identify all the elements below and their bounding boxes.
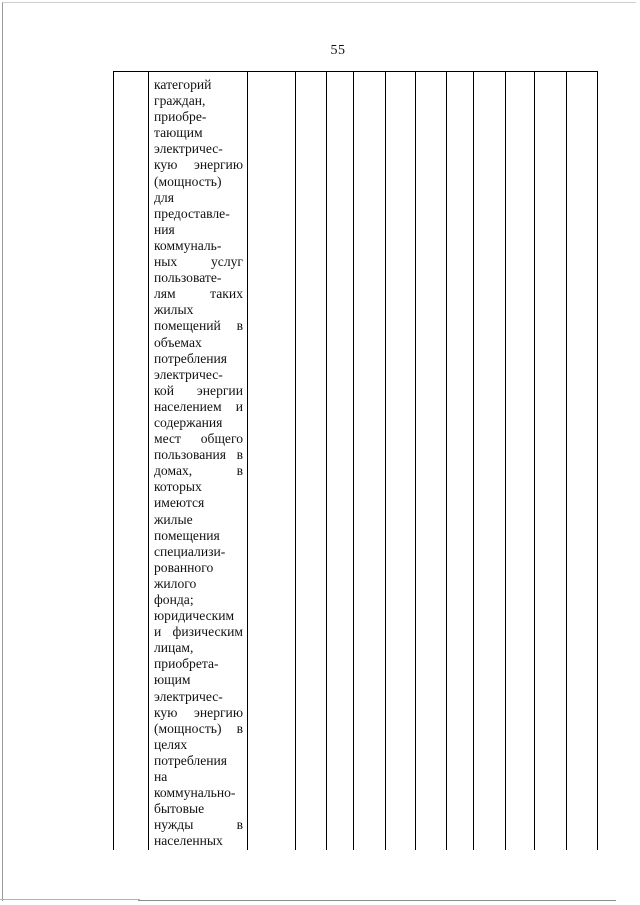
text-word: (мощность) xyxy=(154,720,222,736)
data-table xyxy=(113,71,598,850)
text-word: категорий xyxy=(154,77,212,92)
description-text xyxy=(149,72,247,850)
text-word: лям xyxy=(154,286,176,302)
empty-cell xyxy=(535,72,567,850)
text-word: коммуналь- xyxy=(154,237,222,253)
text-line xyxy=(154,109,243,125)
text-word: ния xyxy=(154,221,175,237)
text-line xyxy=(154,174,243,190)
empty-cell xyxy=(416,72,447,850)
text-word: тающим xyxy=(154,125,203,141)
text-word: в xyxy=(236,817,243,833)
text-line xyxy=(154,190,243,206)
text-word: ющим xyxy=(154,672,191,688)
text-line xyxy=(154,785,243,801)
text-line xyxy=(154,495,243,511)
text-line xyxy=(154,608,243,624)
text-line xyxy=(154,383,243,399)
text-word: жилые xyxy=(154,511,193,527)
text-word: в xyxy=(236,463,243,479)
text-line xyxy=(154,351,243,367)
text-line xyxy=(154,721,243,737)
text-word: общего xyxy=(200,431,243,447)
empty-cell xyxy=(506,72,535,850)
text-line xyxy=(154,640,243,656)
empty-cell xyxy=(474,72,506,850)
text-word: кой xyxy=(154,382,174,398)
text-line xyxy=(154,689,243,705)
text-line xyxy=(154,753,243,769)
text-word: жилого xyxy=(154,575,197,591)
text-word: услуг xyxy=(211,254,243,270)
text-word: в xyxy=(236,447,243,463)
text-line xyxy=(154,302,243,318)
empty-cell xyxy=(447,72,474,850)
text-word: коммунально- xyxy=(154,785,236,801)
empty-cell xyxy=(296,72,327,850)
text-word: специализи- xyxy=(154,543,226,559)
text-word: таких xyxy=(210,286,243,302)
empty-cell xyxy=(567,72,598,850)
text-line xyxy=(154,270,243,286)
text-line xyxy=(154,93,243,109)
text-line xyxy=(154,479,243,495)
text-line xyxy=(154,399,243,415)
text-line xyxy=(154,769,243,785)
text-line xyxy=(154,463,243,479)
text-word: бытовые xyxy=(154,801,205,817)
text-line xyxy=(154,592,243,608)
text-word: и xyxy=(154,624,162,640)
text-line xyxy=(154,801,243,817)
page-number: 55 xyxy=(330,43,346,58)
text-word: энергию xyxy=(194,157,243,173)
text-line xyxy=(154,817,243,833)
text-word: населенных xyxy=(154,833,223,849)
text-word: на xyxy=(154,769,168,785)
text-word: приобре- xyxy=(154,109,207,125)
text-line xyxy=(154,431,243,447)
text-line xyxy=(154,705,243,721)
text-word: пользовате- xyxy=(154,270,222,286)
text-word: энергию xyxy=(194,704,243,720)
text-word: юридическим xyxy=(154,608,235,624)
scan-edge-line xyxy=(0,899,140,900)
text-line xyxy=(154,833,243,849)
text-word: имеются xyxy=(154,495,205,511)
text-line xyxy=(154,624,243,640)
text-word: ных xyxy=(154,254,178,270)
description-cell xyxy=(149,72,248,850)
text-line xyxy=(154,318,243,334)
text-line xyxy=(154,157,243,173)
text-line xyxy=(154,77,243,93)
text-line xyxy=(154,286,243,302)
text-word: (мощность) xyxy=(154,173,222,189)
text-line xyxy=(154,447,243,463)
text-word: приобрета- xyxy=(154,656,219,672)
text-word: граждан, xyxy=(154,93,206,109)
text-word: электричес- xyxy=(154,366,223,382)
text-word: домах, xyxy=(154,463,193,479)
text-word: кую xyxy=(154,704,178,720)
text-word: в xyxy=(236,318,243,334)
text-word: пользования xyxy=(154,447,227,463)
text-line xyxy=(154,576,243,592)
text-word: объемах xyxy=(154,334,202,350)
text-line xyxy=(154,737,243,753)
text-line xyxy=(154,672,243,688)
text-word: электричес- xyxy=(154,688,223,704)
text-word: и xyxy=(235,398,243,414)
text-line xyxy=(154,125,243,141)
text-word: помещений xyxy=(154,318,221,334)
text-line xyxy=(154,222,243,238)
text-line xyxy=(154,512,243,528)
text-line xyxy=(154,367,243,383)
text-word: энергии xyxy=(196,382,243,398)
text-word: в xyxy=(236,720,243,736)
text-line xyxy=(154,560,243,576)
text-word: населением xyxy=(154,398,222,414)
empty-cell xyxy=(354,72,386,850)
text-line xyxy=(154,206,243,222)
text-line xyxy=(154,238,243,254)
text-word: содержания xyxy=(154,414,223,430)
text-word: для xyxy=(154,189,174,205)
text-line xyxy=(154,335,243,351)
text-word: мест xyxy=(154,431,181,447)
text-word: потребления xyxy=(154,350,228,366)
number-cell xyxy=(114,72,149,850)
text-word: рованного xyxy=(154,559,214,575)
text-word: предоставле- xyxy=(154,205,230,221)
text-word: нужды xyxy=(154,817,194,833)
text-line xyxy=(154,544,243,560)
text-word: жилых xyxy=(154,302,194,318)
text-word: целях xyxy=(154,736,188,752)
text-word: физическим xyxy=(172,624,243,640)
table-row xyxy=(114,72,598,850)
text-word: лицам, xyxy=(154,640,194,656)
text-line xyxy=(154,415,243,431)
text-line xyxy=(154,656,243,672)
text-line xyxy=(154,141,243,157)
empty-cell xyxy=(327,72,354,850)
text-word: которых xyxy=(154,479,202,495)
text-word: фонда; xyxy=(154,592,194,607)
text-word: кую xyxy=(154,157,178,173)
text-line xyxy=(154,528,243,544)
scan-edge-line xyxy=(138,900,616,901)
empty-cell xyxy=(386,72,416,850)
text-line xyxy=(154,254,243,270)
text-word: электричес- xyxy=(154,141,223,157)
text-word: потребления xyxy=(154,752,228,768)
text-word: помещения xyxy=(154,527,220,543)
empty-cell xyxy=(248,72,296,850)
